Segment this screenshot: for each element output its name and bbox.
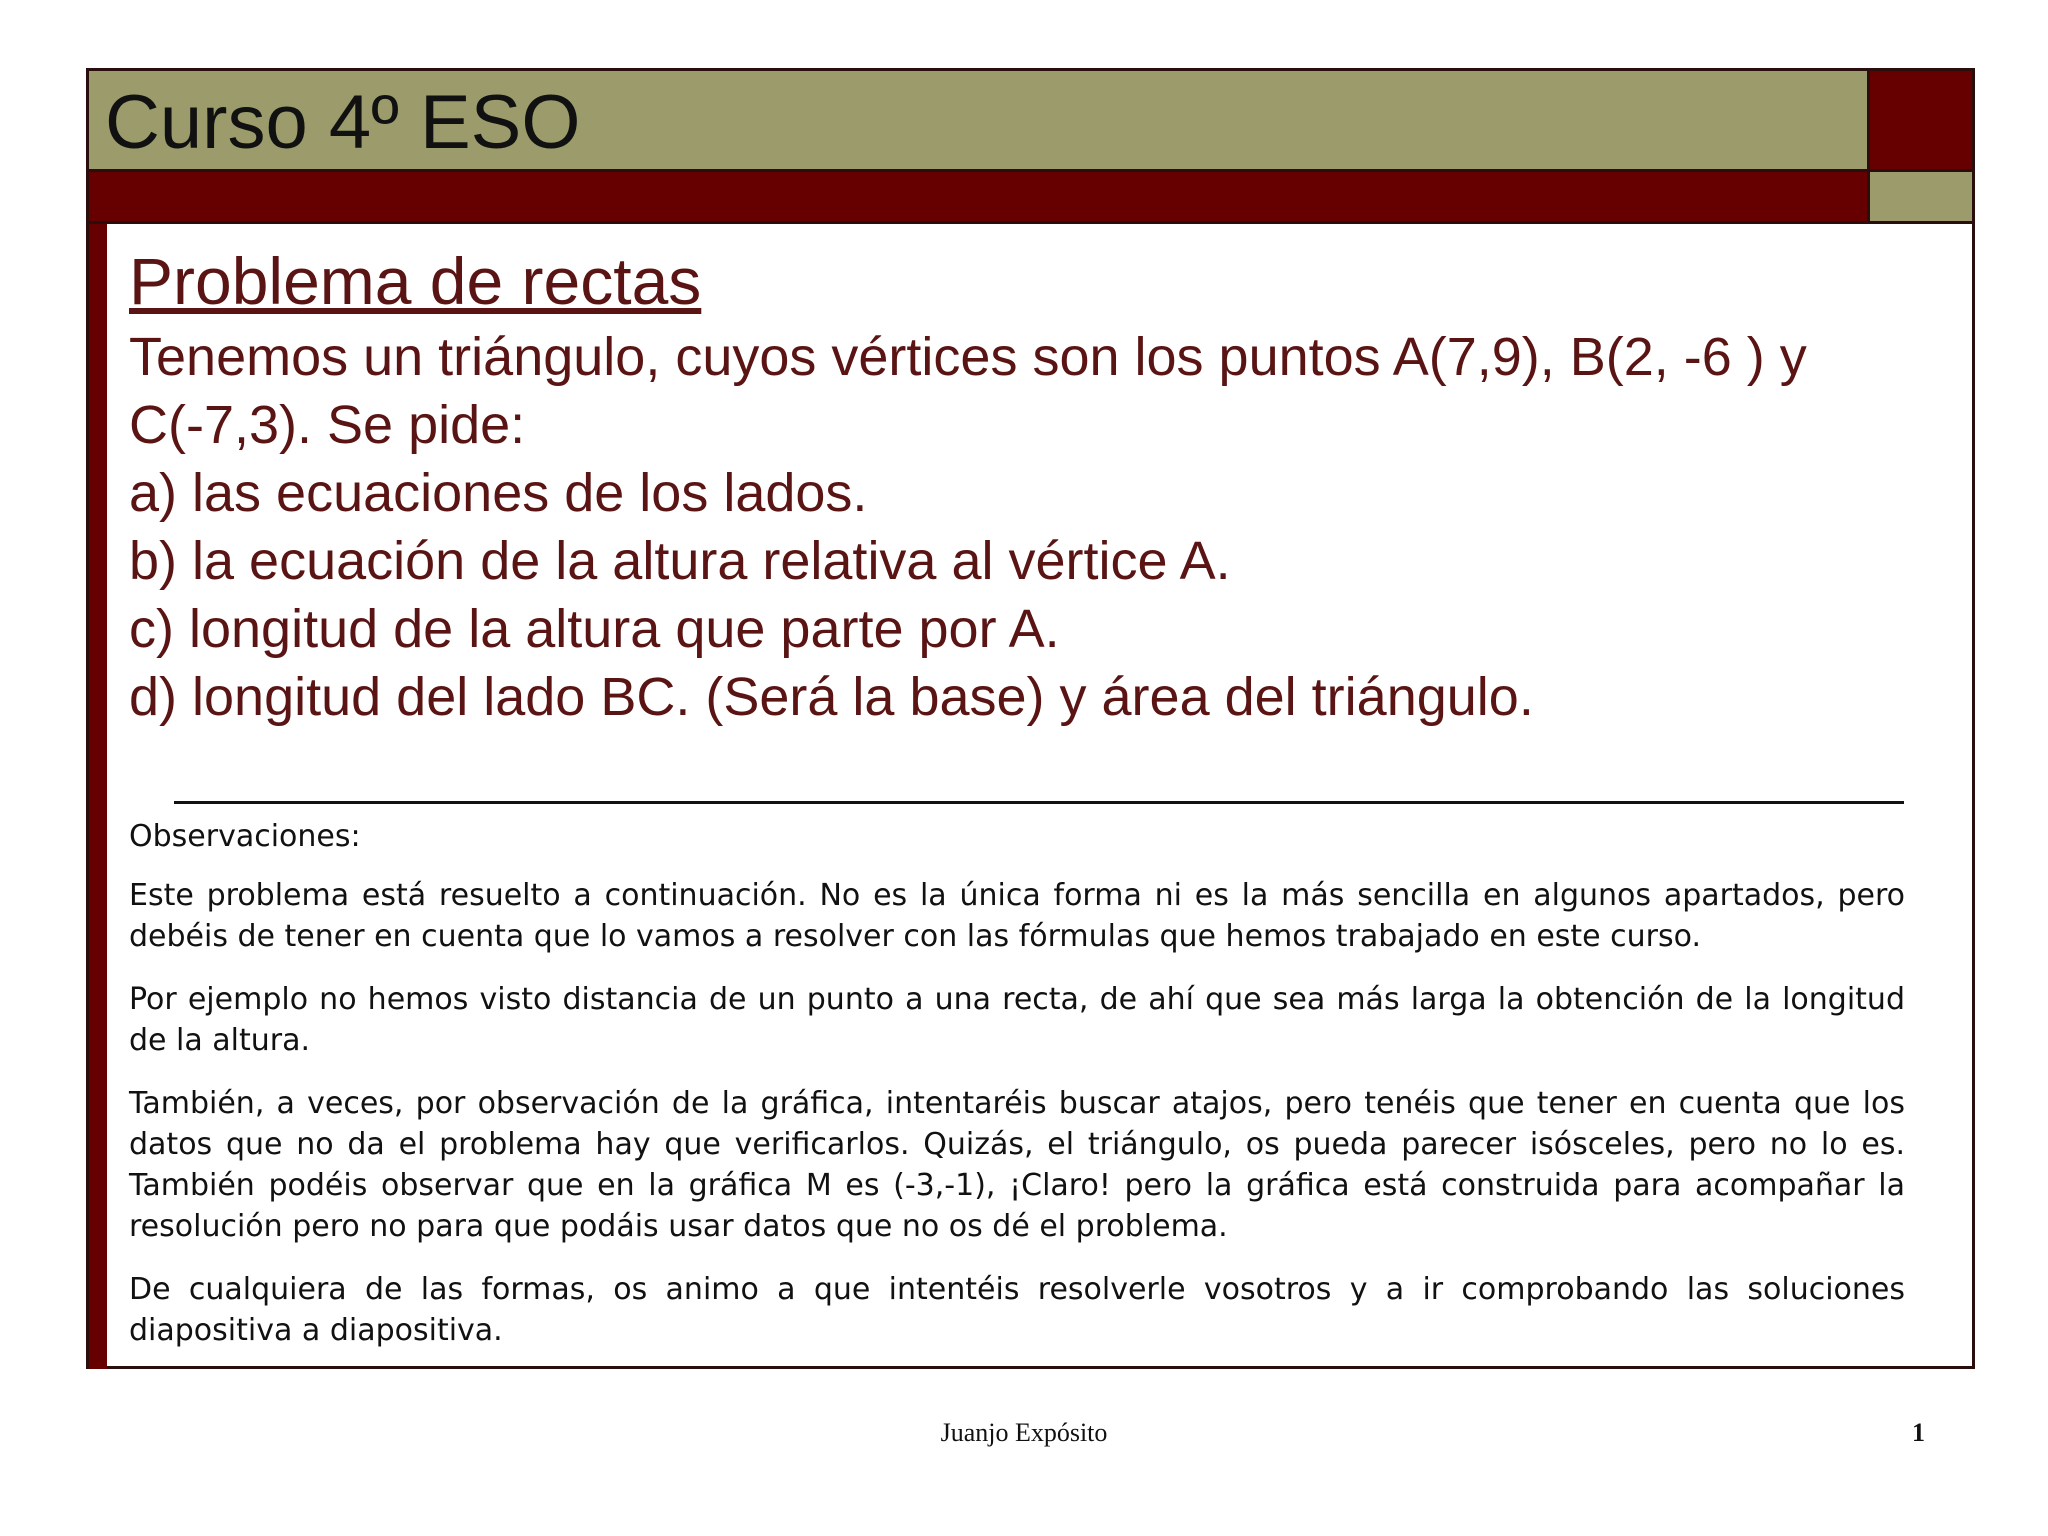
problem-statement (129, 246, 1929, 731)
corner-block-olive (1870, 172, 1972, 224)
divider-line (174, 801, 1904, 804)
observation-paragraph: Por ejemplo no hemos visto distancia de un punto a una recta, de ahí que sea más larga la obtención de la longitud de la altura. (129, 982, 1905, 1058)
observation-paragraph: Este problema está resuelto a continuación. No es la única forma ni es la más sencilla en algunos apartados, pero debéis de tener en cuenta que lo vamos a resolver con las fórmulas que hemos trabajado en este curso. (129, 878, 1905, 954)
observations-heading: Observaciones: (129, 819, 361, 854)
left-accent-bar (89, 224, 107, 1369)
problem-item-a: a) las ecuaciones de los lados. (129, 463, 868, 524)
problem-item-c: c) longitud de la altura que parte por A. (129, 599, 1060, 660)
problem-item-d: d) longitud del lado BC. (Será la base) y área del triángulo. (129, 667, 1534, 728)
observation-paragraph: De cualquiera de las formas, os animo a que intentéis resolverle vosotros y a ir comprobando las soluciones diapositiva a diapositiva. (129, 1272, 1905, 1348)
observations-section (129, 819, 1905, 1373)
header-stripe (89, 172, 1870, 224)
corner-block-maroon (1870, 71, 1972, 172)
page-number: 1 (1912, 1418, 1925, 1447)
problem-line-intro: Tenemos un triángulo, cuyos vértices son los puntos A(7,9), B(2, -6 ) y (129, 327, 1807, 388)
problem-item-b: b) la ecuación de la altura relativa al vértice A. (129, 531, 1231, 592)
slide-title: Curso 4º ESO (105, 80, 581, 165)
slide-frame (86, 68, 1975, 1369)
observation-paragraph: También, a veces, por observación de la gráfica, intentaréis buscar atajos, pero tenéis que tener en cuenta que los datos que no da el problema hay que verificarlos. Quizás, el triángulo, os pueda parecer isósceles, pero no lo es. También podéis observar que en la gráfica M es (-3,-1), ¡Claro! pero la gráfica está construida para acompañar la resolución pero no para que podáis usar datos que no os dé el problema. (129, 1086, 1905, 1244)
problem-line-intro-cont: C(-7,3). Se pide: (129, 395, 526, 456)
footer-author: Juanjo Expósito (940, 1418, 1108, 1447)
problem-title: Problema de rectas (129, 244, 702, 318)
title-bar (89, 71, 1870, 172)
